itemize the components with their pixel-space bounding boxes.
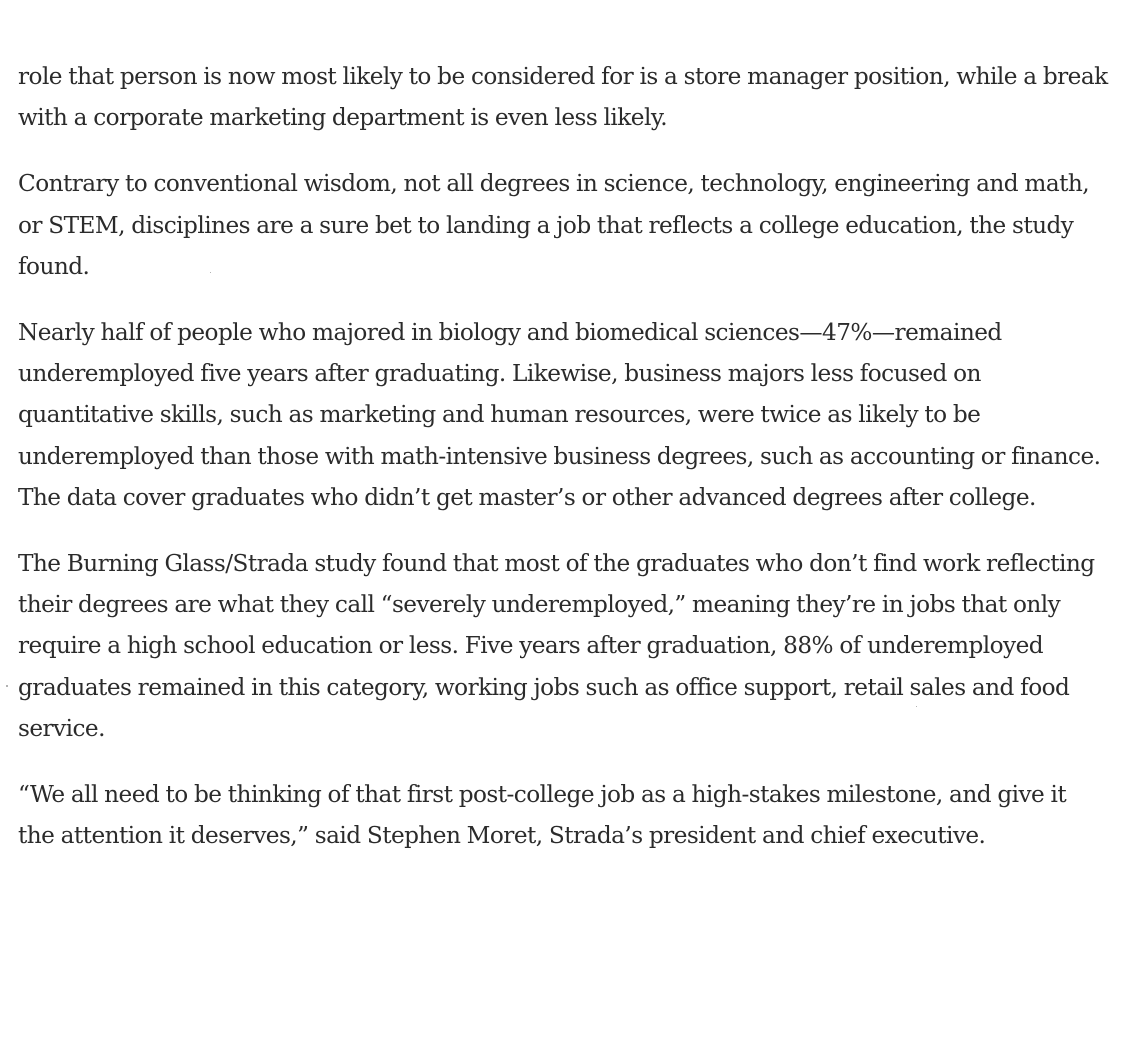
- scan-speck: [916, 706, 917, 707]
- article-paragraph: Nearly half of people who majored in biology and biomedical sciences—47%—remained underemployed five years after graduating. Likewise, business majors less focused on quantitative skills, such as marketing and human resources, were twice as likely to be underemployed than those with math-intensive business degrees, such as accounting or finance. The data cover graduates who didn’t get master’s or other advanced degrees after college.: [18, 319, 1101, 511]
- article-paragraph: Contrary to conventional wisdom, not all degrees in science, technology, engineering and math, or STEM, disciplines are a sure bet to landing a job that reflects a college education, the study found.: [18, 170, 1090, 280]
- scan-speck: [6, 685, 8, 687]
- article-body: [18, 56, 1108, 881]
- scan-speck: [210, 272, 211, 273]
- article-paragraph: role that person is now most likely to be considered for is a store manager position, while a break with a corporate marketing department is even less likely.: [18, 63, 1108, 132]
- article-paragraph: “We all need to be thinking of that first post-college job as a high-stakes milestone, and give it the attention it deserves,” said Stephen Moret, Strada’s president and chief executive.: [18, 781, 1067, 850]
- article-paragraph: The Burning Glass/Strada study found that most of the graduates who don’t find work reflecting their degrees are what they call “severely underemployed,” meaning they’re in jobs that only require a high school education or less. Five years after graduation, 88% of underemployed graduates remained in this category, working jobs such as office support, retail sales and food service.: [18, 550, 1095, 742]
